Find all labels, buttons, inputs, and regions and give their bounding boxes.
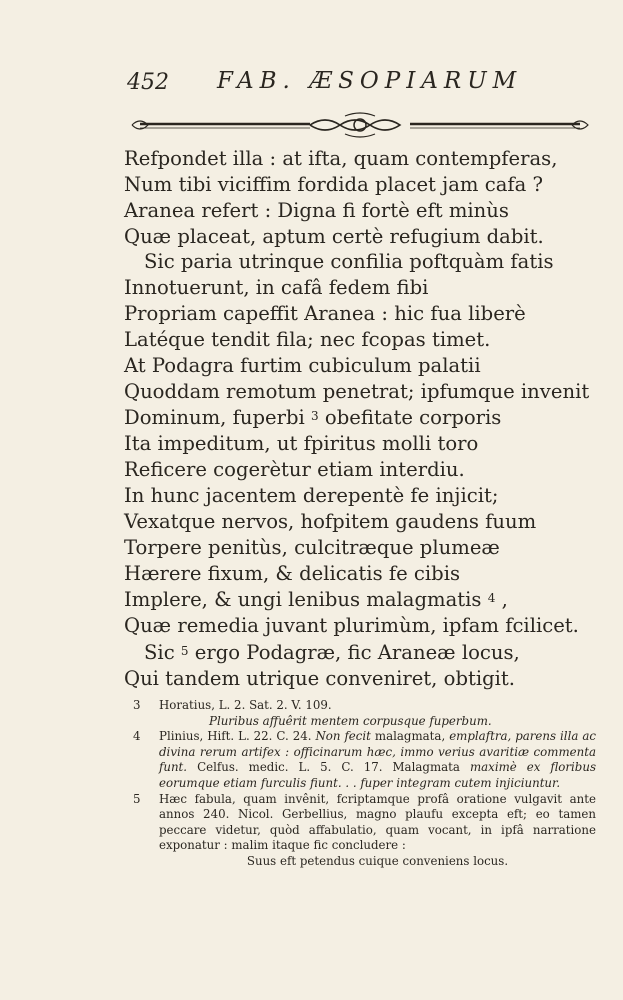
footnote-4 bbox=[133, 729, 596, 791]
page-header bbox=[127, 68, 527, 98]
verse-text: Latéque tendit fila; nec fcopas timet. bbox=[124, 327, 491, 351]
verse-line bbox=[124, 275, 564, 301]
footnote-text: Plinius, Hift. L. 22. C. 24. bbox=[159, 729, 312, 744]
verse-text: Innotuerunt, in cafâ fedem fibi bbox=[124, 276, 429, 300]
verse-line bbox=[124, 431, 564, 457]
footnote-quote: maximè ex floribus eorumque etiam furculis fiunt. . . fuper integram cutem injiciuntur. bbox=[159, 760, 596, 790]
verse-line bbox=[124, 613, 579, 639]
verse-line bbox=[124, 483, 564, 509]
footnote-text: Hæc fabula, quam invênit, fcriptamque profâ oratione vulgavit ante annos 240. Nicol. Gerbellius, magno plaufu excepta eft; eo tamen peccare videtur, quòd affabulatio, quam vocant, in ipfâ narratione exponatur : malim itaque fic concludere : bbox=[159, 791, 596, 853]
verse-line bbox=[124, 561, 564, 587]
verse-line bbox=[124, 172, 564, 198]
verse-text: Quæ placeat, aptum certè refugium dabit. bbox=[124, 224, 544, 248]
verse-text: Hærere fixum, & delicatis fe cibis bbox=[124, 561, 461, 585]
verse-text: Reficere cogerètur etiam interdiu. bbox=[124, 458, 465, 482]
footnote-3 bbox=[133, 698, 596, 729]
verse-line bbox=[124, 639, 564, 666]
verse-text: Implere, & ungi lenibus malagmatis bbox=[124, 588, 482, 612]
verse-line bbox=[124, 535, 564, 561]
verse-text: Propriam capeffit Aranea : hic fua liberè bbox=[124, 302, 526, 326]
verse-text: Refpondet illa : at ifta, quam contempferas, bbox=[124, 147, 558, 170]
footnotes bbox=[133, 698, 596, 870]
verse-text: At Podagra furtim cubiculum palatii bbox=[124, 353, 481, 377]
footnote-number: 3 bbox=[133, 698, 141, 712]
verse-line bbox=[124, 353, 564, 379]
verse-text: In hunc jacentem derepentè fe injicit; bbox=[124, 483, 499, 507]
footnote-text: Celfus. medic. L. 5. C. 17. Malagmata bbox=[197, 760, 460, 775]
footnote-number: 5 bbox=[133, 791, 141, 806]
footnote-quote: Non fecit bbox=[315, 729, 371, 744]
footnote-quote: Pluribus affuêrit mentem corpusque fuperbum. bbox=[209, 713, 492, 728]
verse-line bbox=[124, 301, 564, 327]
running-title: FAB. ÆSOPIARUM bbox=[217, 68, 523, 94]
verse-line bbox=[124, 404, 564, 431]
verse-text: Sic paria utrinque confilia poftquàm fatis bbox=[144, 250, 554, 274]
page-number: 452 bbox=[127, 70, 169, 95]
verse-text: Aranea refert : Digna fi fortè eft minùs bbox=[124, 198, 509, 222]
footnote-text: malagmata, bbox=[374, 729, 446, 744]
verse-line bbox=[124, 666, 564, 692]
decorative-rule-ornament bbox=[130, 110, 590, 140]
footnote-reference: 4 bbox=[487, 591, 496, 606]
verse-text: Sic bbox=[144, 641, 175, 665]
footnote-quote: Suus eft petendus cuique conveniens locus. bbox=[246, 853, 509, 868]
verse-line bbox=[124, 509, 564, 535]
verse-line bbox=[124, 327, 564, 353]
verse-text: Num tibi viciffim fordida placet jam cafa ? bbox=[124, 172, 544, 196]
verse-line bbox=[124, 457, 564, 483]
footnote-reference: 3 bbox=[311, 409, 319, 424]
verse-line bbox=[124, 249, 564, 275]
footnote-number: 4 bbox=[133, 729, 141, 744]
verse-line bbox=[124, 146, 564, 172]
verse-text: Torpere penitùs, culcitræque plumeæ bbox=[124, 535, 500, 559]
verse-line bbox=[124, 224, 564, 250]
verse-line bbox=[124, 586, 564, 613]
poem-verse bbox=[124, 146, 590, 692]
verse-line bbox=[124, 379, 590, 405]
footnote-quote: emplaftra, parens illa ac divina rerum artifex : officinarum hæc, immo verius avaritiæ commenta funt. bbox=[159, 729, 596, 775]
verse-text: Vexatque nervos, hofpitem gaudens fuum bbox=[124, 509, 537, 533]
verse-text: Qui tandem utrique conveniret, obtigit. bbox=[124, 666, 516, 690]
footnote-reference: 5 bbox=[180, 644, 189, 659]
verse-text: obefitate corporis bbox=[324, 406, 502, 430]
footnote-5 bbox=[133, 792, 596, 870]
verse-text: Quæ remedia juvant plurimùm, ipfam fcilicet. bbox=[124, 614, 579, 638]
footnote-text: Horatius, L. 2. Sat. 2. V. 109. bbox=[159, 698, 332, 712]
verse-text: Ita impeditum, ut fpiritus molli toro bbox=[124, 432, 479, 456]
verse-text: Quoddam remotum penetrat; ipfumque invenit bbox=[124, 379, 590, 403]
verse-text: Dominum, fuperbi bbox=[124, 406, 305, 430]
verse-text: , bbox=[501, 588, 508, 612]
verse-text: ergo Podagræ, fic Araneæ locus, bbox=[194, 641, 520, 665]
verse-line bbox=[124, 198, 564, 224]
